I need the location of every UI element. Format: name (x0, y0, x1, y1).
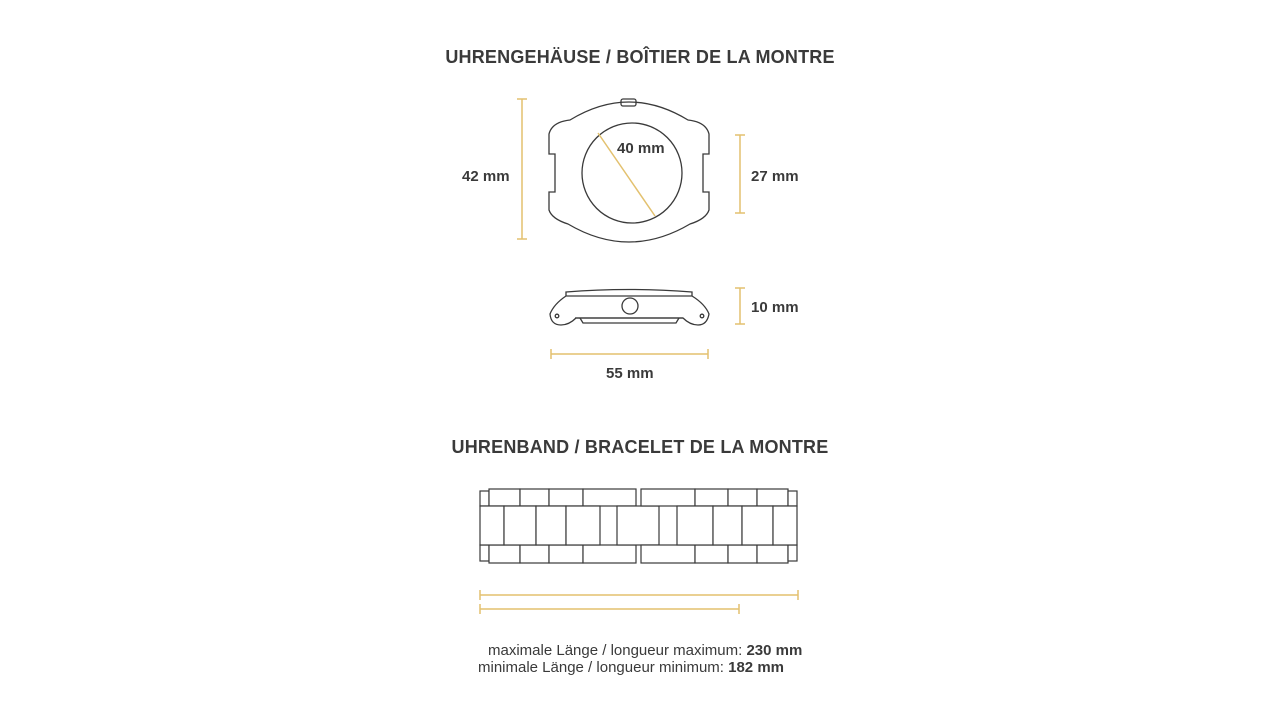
thickness-dimension (735, 288, 745, 324)
max-length-spec (488, 642, 802, 659)
crown-side-circle (622, 298, 638, 314)
case-section-title: UHRENGEHÄUSE / BOÎTIER DE LA MONTRE (445, 47, 835, 67)
case-back (580, 318, 679, 323)
case-length-label: 55 mm (606, 365, 654, 382)
bracelet-right-section (641, 489, 797, 563)
max-length-value: 230 mm (746, 642, 803, 659)
case-length-dimension (551, 349, 708, 359)
bracelet-left-section (480, 489, 636, 563)
lug-width-label: 27 mm (751, 168, 799, 185)
max-length-text: maximale Länge / longueur maximum: (488, 642, 747, 659)
min-length-value: 182 mm (728, 659, 784, 676)
case-thickness-label: 10 mm (751, 299, 799, 316)
dial-diameter-label: 40 mm (617, 140, 665, 157)
lug-width-dimension (735, 135, 745, 213)
bracelet-clasp (617, 506, 659, 545)
case-side-outline (550, 296, 709, 325)
case-height-label: 42 mm (462, 168, 510, 185)
min-length-text: minimale Länge / longueur minimum: (478, 659, 729, 676)
max-length-bar (480, 590, 798, 600)
bracelet-drawing (480, 489, 797, 563)
case-height-dimension (517, 99, 527, 239)
dial-circle (582, 123, 682, 223)
watch-case-side-drawing (550, 290, 709, 326)
min-length-bar (480, 604, 739, 614)
watch-case-front-drawing (549, 99, 709, 242)
min-length-spec (478, 659, 784, 676)
band-section-title: UHRENBAND / BRACELET DE LA MONTRE (451, 437, 829, 457)
crystal-top (566, 290, 692, 297)
